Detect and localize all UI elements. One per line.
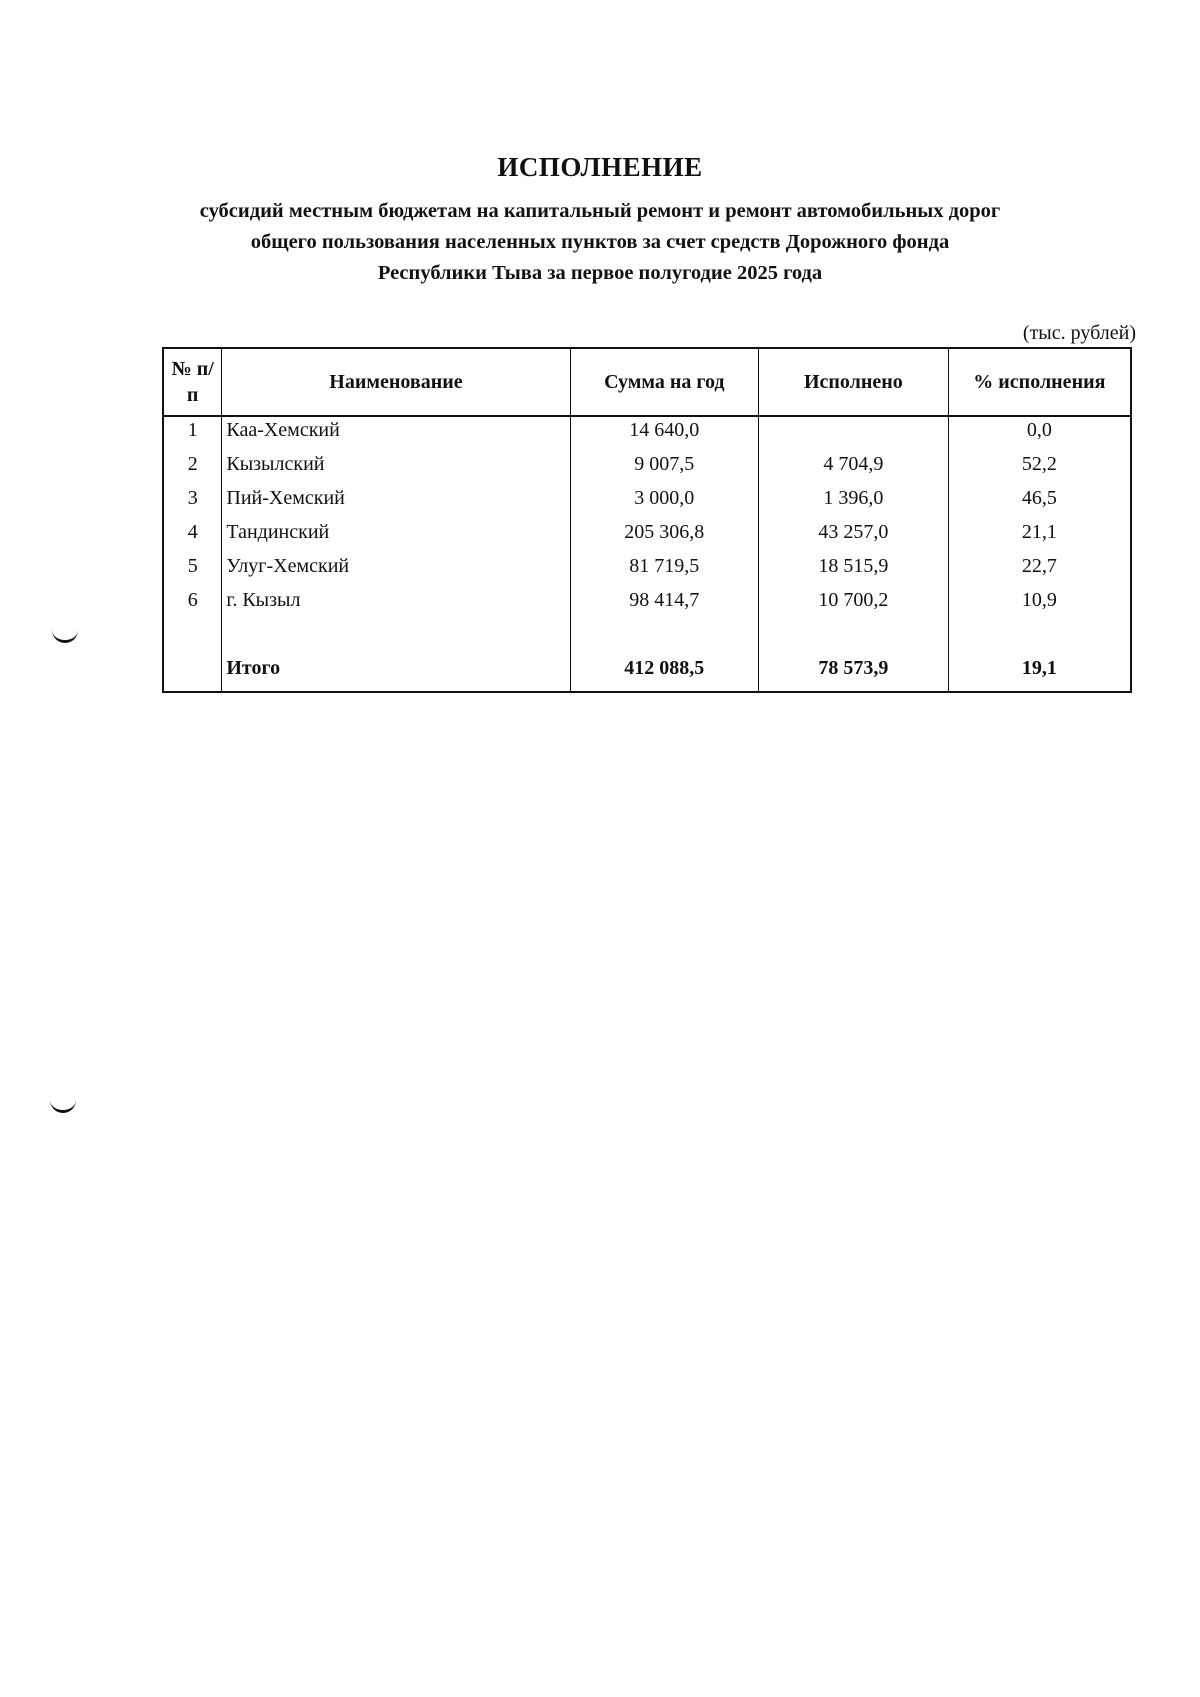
cell-name: Тандинский (222, 519, 570, 553)
cell-sum: 14 640,0 (570, 416, 759, 451)
cell-done: 10 700,2 (759, 587, 949, 621)
subtitle-line: общего пользования населенных пунктов за счет средств Дорожного фонда (250, 231, 950, 253)
header-name: Наименование (222, 348, 570, 416)
units-label: (тыс. рублей) (1022, 322, 1136, 344)
cell-num: 5 (163, 553, 222, 587)
header-sum: Сумма на год (570, 348, 759, 416)
cell-done (759, 416, 949, 451)
header-num: № п/п (163, 348, 222, 416)
header-pct: % исполнения (948, 348, 1131, 416)
total-num-cell (163, 655, 222, 692)
table-row (163, 485, 1131, 519)
cell-done: 43 257,0 (759, 519, 949, 553)
cell-num: 1 (163, 416, 222, 451)
table-header-row (163, 348, 1131, 416)
table-spacer-row (163, 621, 1131, 655)
cell-name: г. Кызыл (222, 587, 570, 621)
cell-pct: 0,0 (948, 416, 1131, 451)
spacer-cell (163, 621, 222, 655)
total-sum: 412 088,5 (570, 655, 759, 692)
cell-num: 4 (163, 519, 222, 553)
spacer-cell (222, 621, 570, 655)
document-title: ИСПОЛНЕНИЕ (497, 152, 703, 182)
table-row (163, 451, 1131, 485)
spacer-cell (759, 621, 949, 655)
cell-sum: 9 007,5 (570, 451, 759, 485)
cell-pct: 22,7 (948, 553, 1131, 587)
subtitle-line: субсидий местным бюджетам на капитальный ремонт и ремонт автомобильных дорог (199, 200, 1001, 222)
header-done: Исполнено (759, 348, 949, 416)
cell-sum: 205 306,8 (570, 519, 759, 553)
cell-num: 2 (163, 451, 222, 485)
cell-pct: 52,2 (948, 451, 1131, 485)
cell-num: 6 (163, 587, 222, 621)
table-row (163, 587, 1131, 621)
cell-name: Улуг-Хемский (222, 553, 570, 587)
cell-name: Пий-Хемский (222, 485, 570, 519)
table-row (163, 416, 1131, 451)
cell-pct: 46,5 (948, 485, 1131, 519)
document-subtitle (120, 196, 1080, 289)
subtitle-line: Республики Тыва за первое полугодие 2025 года (377, 262, 823, 284)
cell-done: 4 704,9 (759, 451, 949, 485)
table-total-row (163, 655, 1131, 692)
cell-sum: 81 719,5 (570, 553, 759, 587)
scan-binding-mark (50, 1098, 76, 1113)
table-row (163, 519, 1131, 553)
scan-binding-mark (52, 628, 78, 643)
cell-pct: 21,1 (948, 519, 1131, 553)
cell-sum: 98 414,7 (570, 587, 759, 621)
cell-num: 3 (163, 485, 222, 519)
table-row (163, 553, 1131, 587)
cell-done: 1 396,0 (759, 485, 949, 519)
spacer-cell (570, 621, 759, 655)
cell-done: 18 515,9 (759, 553, 949, 587)
execution-table (162, 347, 1132, 693)
spacer-cell (948, 621, 1131, 655)
cell-name: Каа-Хемский (222, 416, 570, 451)
cell-sum: 3 000,0 (570, 485, 759, 519)
total-name: Итого (222, 655, 570, 692)
cell-name: Кызылский (222, 451, 570, 485)
total-done: 78 573,9 (759, 655, 949, 692)
total-pct: 19,1 (948, 655, 1131, 692)
cell-pct: 10,9 (948, 587, 1131, 621)
